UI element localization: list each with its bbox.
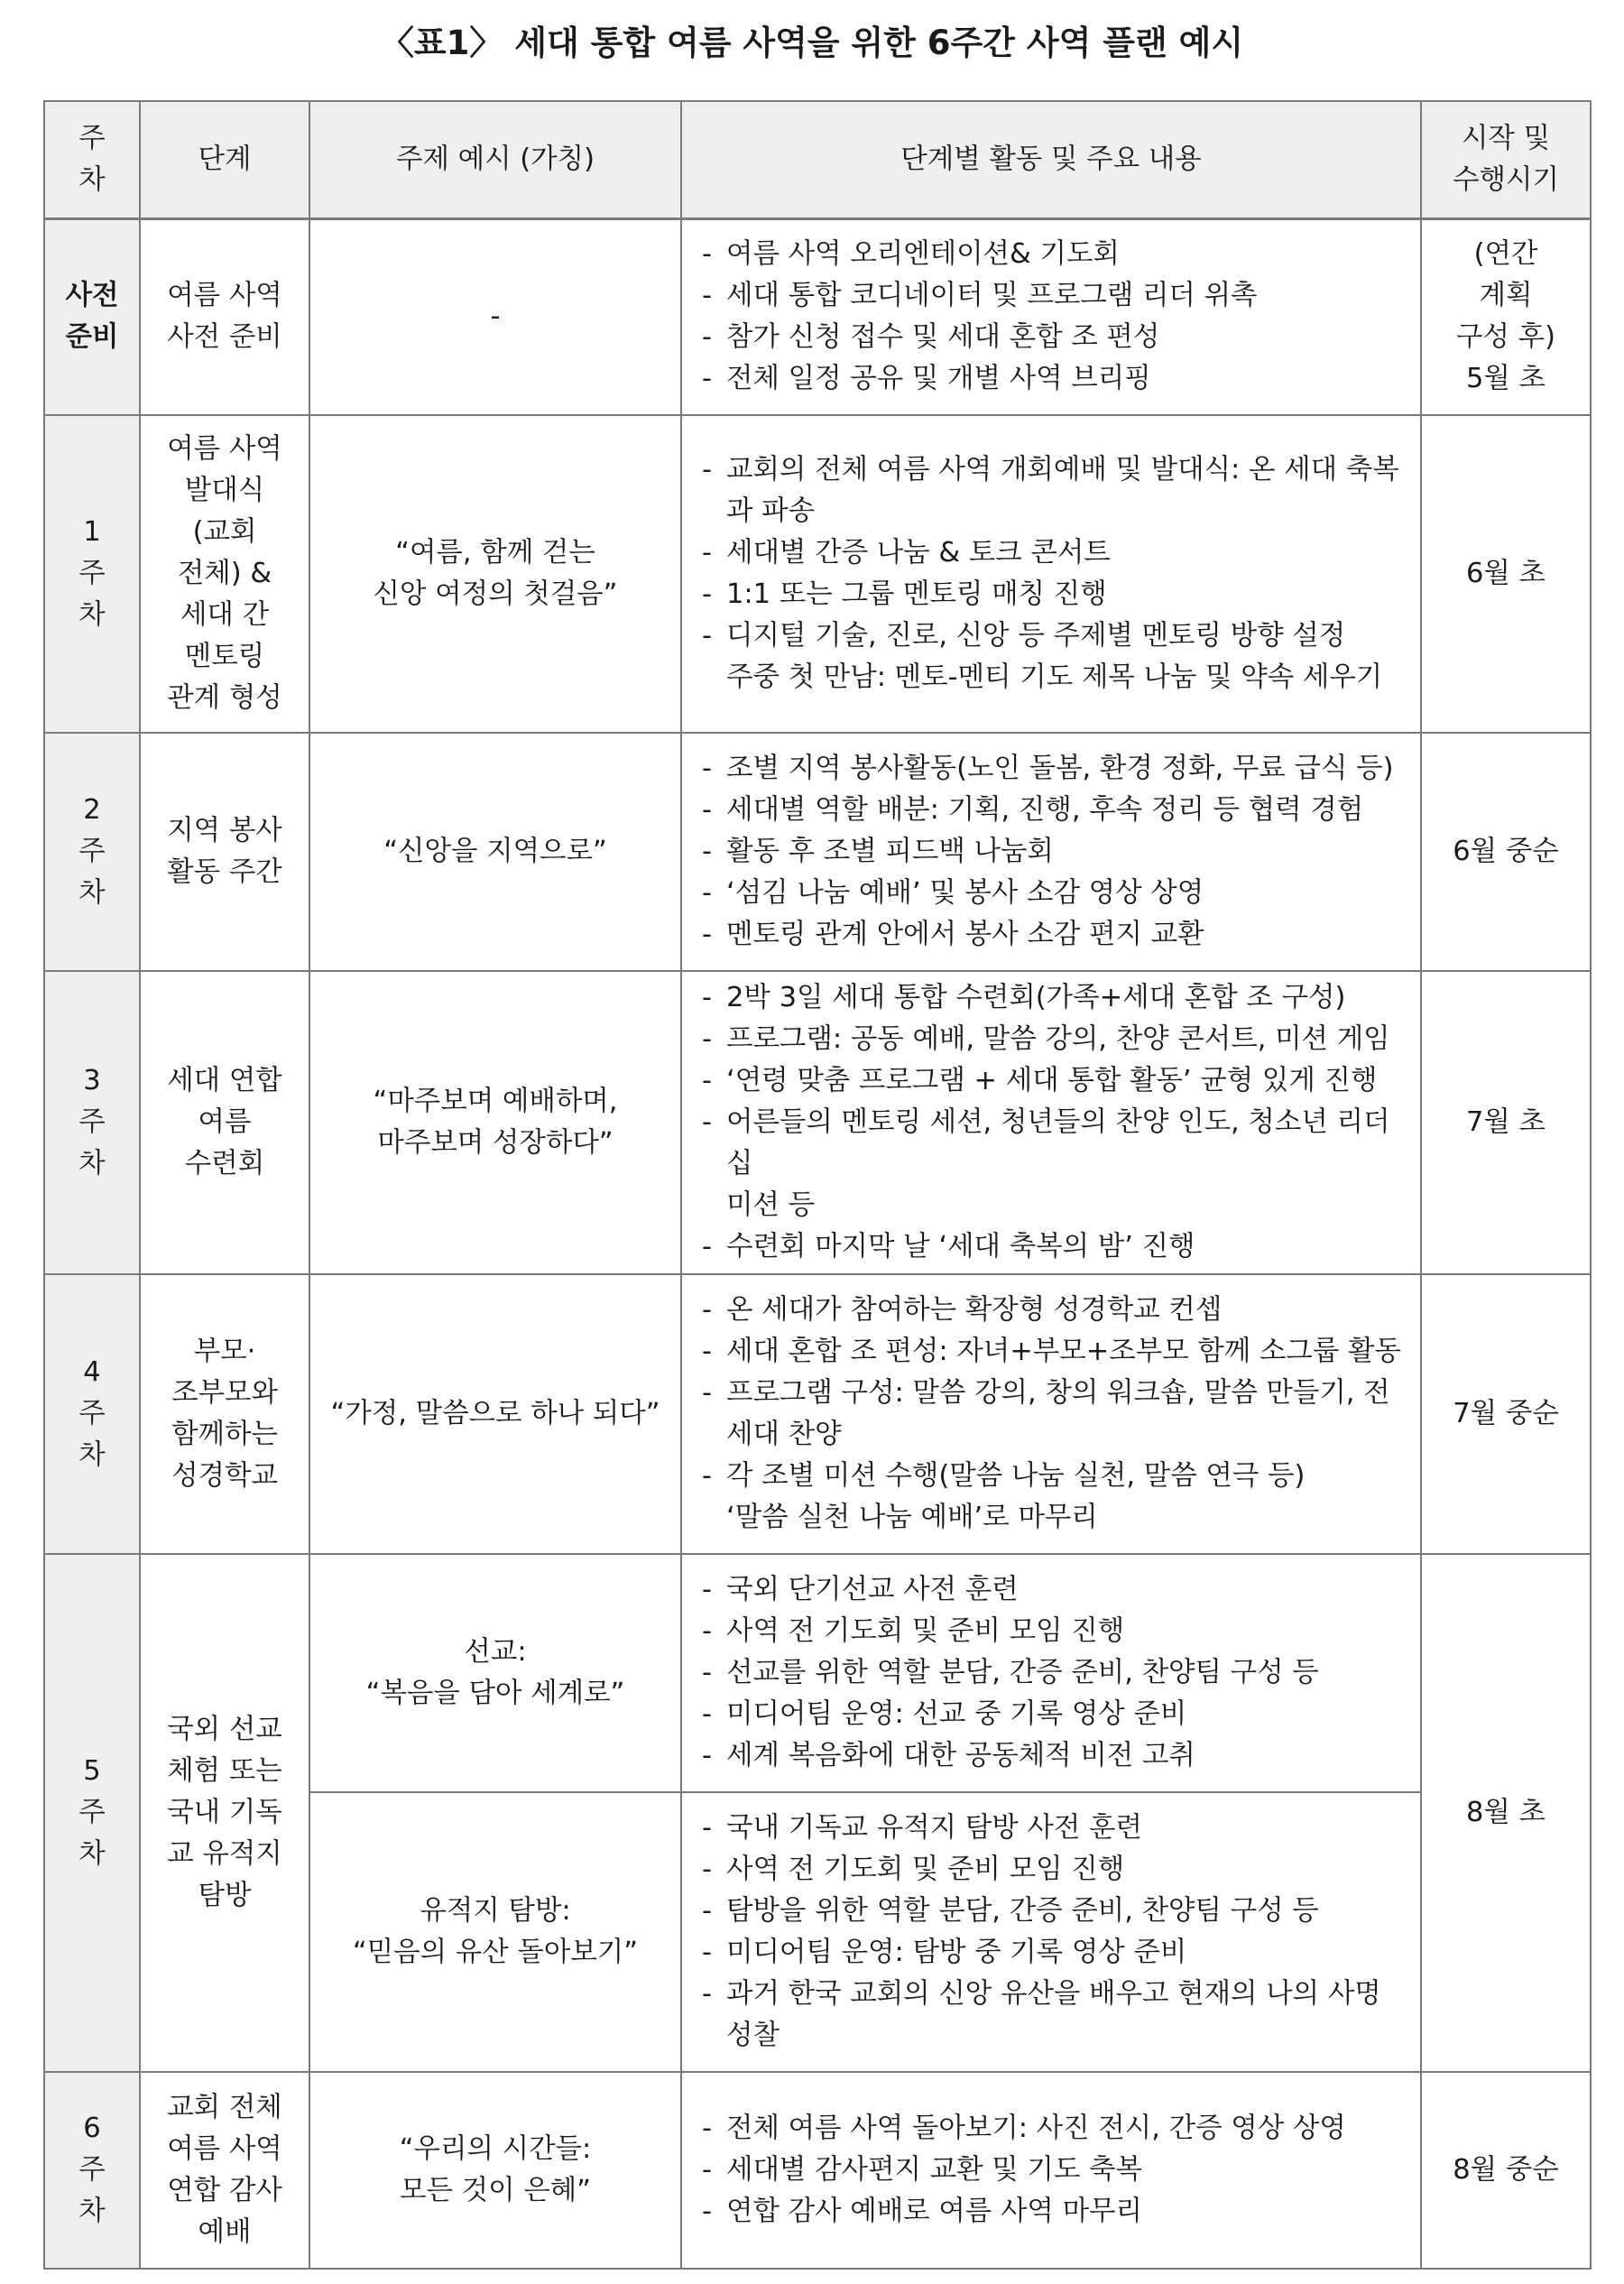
schedule-cell: (연간 계획 구성 후) 5월 초 [1421,218,1591,415]
header-week: 주 차 [44,101,140,218]
stage-cell: 국외 선교 체험 또는 국내 기독 교 유적지 탐방 [140,1554,309,2072]
activity-item: - 세대별 역할 배분: 기획, 진행, 후속 정리 등 협력 경험 [702,790,1407,831]
activity-item: - 참가 신청 접수 및 세대 혼합 조 편성 [702,317,1407,358]
activities-cell [681,733,1421,971]
table-row [44,218,1591,415]
stage-cell: 교회 전체 여름 사역 연합 감사 예배 [140,2072,309,2269]
activity-item: - 1:1 또는 그룹 멘토링 매칭 진행 [702,574,1407,615]
activity-item: - ‘연령 맞춤 프로그램 + 세대 통합 활동’ 균형 있게 진행 [702,1060,1407,1102]
activity-item-continued: 미션 등 [726,1189,816,1221]
activities-cell [681,415,1421,733]
schedule-cell: 8월 중순 [1421,2072,1591,2269]
stage-cell: 여름 사역 사전 준비 [140,218,309,415]
activity-item: - 2박 3일 세대 통합 수련회(가족+세대 혼합 조 구성) [702,977,1407,1019]
activities-cell [681,2072,1421,2269]
table-caption: 〈표1〉 세대 통합 여름 사역을 위한 6주간 사역 플랜 예시 [380,23,1244,62]
header-schedule: 시작 및 수행시기 [1421,101,1591,218]
header-activities: 단계별 활동 및 주요 내용 [681,101,1421,218]
table-row [44,1554,1591,1792]
activity-item: - 세계 복음화에 대한 공동체적 비전 고취 [702,1735,1407,1777]
activity-item: - 온 세대가 참여하는 확장형 성경학교 컨셉 [702,1290,1407,1331]
week-cell: 5 주 차 [44,1554,140,2072]
table-row [44,415,1591,733]
activity-item: - 어른들의 멘토링 세션, 청년들의 찬양 인도, 청소년 리더십 [702,1102,1407,1185]
activity-item-continued: ‘말씀 실천 나눔 예배’로 마무리 [726,1502,1098,1533]
activity-item: - 전체 일정 공유 및 개별 사역 브리핑 [702,358,1407,400]
activities-cell [681,1792,1421,2072]
activity-item: - 세대 통합 코디네이터 및 프로그램 리더 위촉 [702,275,1407,317]
activity-item: - 멘토링 관계 안에서 봉사 소감 편지 교환 [702,914,1407,956]
activity-item-continued: 주중 첫 만남: 멘토-멘티 기도 제목 나눔 및 약속 세우기 [726,661,1383,693]
schedule-cell: 7월 초 [1421,971,1591,1274]
activity-item: - ‘섬김 나눔 예배’ 및 봉사 소감 영상 상영 [702,873,1407,914]
activity-item: - 조별 지역 봉사활동(노인 돌봄, 환경 정화, 무료 급식 등) [702,748,1407,790]
activity-item: - 여름 사역 오리엔테이션& 기도회 [702,234,1407,275]
activities-cell [681,971,1421,1274]
activity-item: - 국외 단기선교 사전 훈련 [702,1569,1407,1611]
theme-cell: “여름, 함께 걷는 신앙 여정의 첫걸음” [309,415,681,733]
schedule-cell: 7월 중순 [1421,1274,1591,1554]
activity-item: - 각 조별 미션 수행(말씀 나눔 실천, 말씀 연극 등) [702,1456,1407,1497]
activity-item-continued: 과 파송 [726,495,816,527]
activity-item: - 프로그램 구성: 말씀 강의, 창의 워크숍, 말씀 만들기, 전 [702,1373,1407,1414]
header-row [44,101,1591,218]
activity-item: - 탐방을 위한 역할 분담, 간증 준비, 찬양팀 구성 등 [702,1891,1407,1932]
week-cell: 사전 준비 [44,218,140,415]
schedule-cell: 6월 초 [1421,415,1591,733]
table-row [44,2072,1591,2269]
activity-item: - 수련회 마지막 날 ‘세대 축복의 밤’ 진행 [702,1226,1407,1268]
activities-cell [681,1554,1421,1792]
activity-item: - 세대 혼합 조 편성: 자녀+부모+조부모 함께 소그룹 활동 [702,1331,1407,1373]
activities-cell [681,218,1421,415]
stage-cell: 세대 연합 여름 수련회 [140,971,309,1274]
activity-item-continued: 성찰 [726,2020,780,2051]
schedule-cell: 6월 중순 [1421,733,1591,971]
theme-cell: “신앙을 지역으로” [309,733,681,971]
table-row [44,1274,1591,1554]
week-cell: 2 주 차 [44,733,140,971]
activity-item: - 프로그램: 공동 예배, 말씀 강의, 찬양 콘서트, 미션 게임 [702,1019,1407,1060]
stage-cell: 부모· 조부모와 함께하는 성경학교 [140,1274,309,1554]
week-cell: 6 주 차 [44,2072,140,2269]
table-row [44,971,1591,1274]
activity-item: - 과거 한국 교회의 신앙 유산을 배우고 현재의 나의 사명 [702,1974,1407,2015]
ministry-plan-table [43,100,1592,2270]
activity-item: - 전체 여름 사역 돌아보기: 사진 전시, 간증 영상 상영 [702,2108,1407,2150]
week-cell: 3 주 차 [44,971,140,1274]
week-cell: 1 주 차 [44,415,140,733]
activity-item: - 선교를 위한 역할 분담, 간증 준비, 찬양팀 구성 등 [702,1652,1407,1694]
theme-cell: “우리의 시간들: 모든 것이 은혜” [309,2072,681,2269]
activity-item: - 미디어팀 운영: 탐방 중 기록 영상 준비 [702,1932,1407,1974]
activity-item: - 국내 기독교 유적지 탐방 사전 훈련 [702,1808,1407,1849]
theme-cell: - [309,218,681,415]
activity-item: - 활동 후 조별 피드백 나눔회 [702,831,1407,873]
theme-cell: 유적지 탐방: “믿음의 유산 돌아보기” [309,1792,681,2072]
activity-item: - 세대별 간증 나눔 & 토크 콘서트 [702,532,1407,574]
theme-cell: 선교: “복음을 담아 세계로” [309,1554,681,1792]
activity-item: - 교회의 전체 여름 사역 개회예배 및 발대식: 온 세대 축복 [702,449,1407,491]
theme-cell: “가정, 말씀으로 하나 되다” [309,1274,681,1554]
activity-item: - 미디어팀 운영: 선교 중 기록 영상 준비 [702,1694,1407,1735]
activity-item: - 디지털 기술, 진로, 신앙 등 주제별 멘토링 방향 설정 [702,615,1407,657]
stage-cell: 여름 사역 발대식 (교회 전체) & 세대 간 멘토링 관계 형성 [140,415,309,733]
activity-item: - 연합 감사 예배로 여름 사역 마무리 [702,2191,1407,2233]
activity-item: - 사역 전 기도회 및 준비 모임 진행 [702,1849,1407,1891]
activity-item: - 사역 전 기도회 및 준비 모임 진행 [702,1611,1407,1652]
theme-cell: “마주보며 예배하며, 마주보며 성장하다” [309,971,681,1274]
header-theme: 주제 예시 (가칭) [309,101,681,218]
week-cell: 4 주 차 [44,1274,140,1554]
header-stage: 단계 [140,101,309,218]
table-row [44,733,1591,971]
activity-item-continued: 세대 찬양 [726,1419,842,1450]
activities-cell [681,1274,1421,1554]
stage-cell: 지역 봉사 활동 주간 [140,733,309,971]
activity-item: - 세대별 감사편지 교환 및 기도 축복 [702,2150,1407,2191]
schedule-cell: 8월 초 [1421,1554,1591,2072]
